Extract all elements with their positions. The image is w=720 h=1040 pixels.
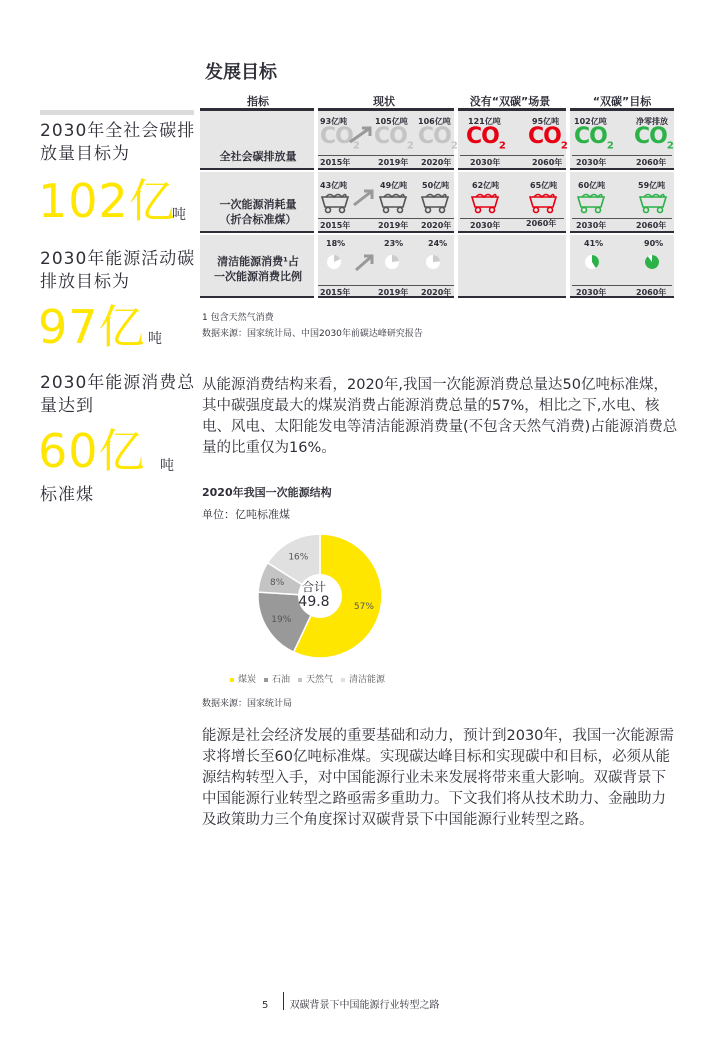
clean-value-2019: 23% <box>384 239 404 248</box>
emission-value-2060-c: 净零排放 <box>636 117 668 126</box>
emission-year-2015: 2015年 <box>320 158 351 167</box>
pie-data-label: 16% <box>288 552 309 563</box>
emission-year-2030-c: 2030年 <box>576 158 607 167</box>
energy-value-2020: 50亿吨 <box>422 181 450 190</box>
legend-swatch <box>264 678 268 682</box>
legend-swatch <box>230 678 234 682</box>
energy-year-2060-noc: 2060年 <box>526 219 557 228</box>
co2-icon-2060-noc: $CO_2$ <box>528 124 567 152</box>
energy-value-2060-noc: 65亿吨 <box>530 181 558 190</box>
page-number: 5 <box>262 1000 269 1011</box>
emission-year-2020: 2020年 <box>421 158 452 167</box>
energy-year-2030-noc: 2030年 <box>470 221 501 230</box>
legend-item <box>298 675 333 685</box>
legend-label: 石油 <box>272 675 291 685</box>
pie-data-label: 57% <box>353 601 374 612</box>
emission-year-2019: 2019年 <box>378 158 409 167</box>
share-pie-slice <box>392 255 399 262</box>
emission-year-2060-c: 2060年 <box>636 158 667 167</box>
footer <box>262 996 440 1011</box>
header-indicator: 指标 <box>247 95 269 108</box>
stat-value-emission: 102亿 <box>38 174 176 228</box>
share-pie-slice <box>433 255 440 262</box>
legend-swatch <box>298 678 302 682</box>
energy-year-2019: 2019年 <box>378 221 409 230</box>
row-label-clean-line2: 一次能源消费比例 <box>214 270 302 283</box>
share-pie-slice <box>645 255 659 269</box>
row-label-energy-line2: （折合标准煤） <box>219 213 297 226</box>
clean-year-2019: 2019年 <box>378 288 409 297</box>
row-label-clean-line1: 清洁能源消费¹占 <box>217 255 299 268</box>
header-carbon: “双碳”目标 <box>592 95 652 108</box>
emission-value-2020: 106亿吨 <box>418 117 451 126</box>
emission-value-2015: 93亿吨 <box>320 117 348 126</box>
chart-source: 数据来源：国家统计局 <box>202 699 293 709</box>
emission-value-2019: 105亿吨 <box>375 117 408 126</box>
table-source: 数据来源：国家统计局、中国2030年前碳达峰研究报告 <box>202 329 423 339</box>
energy-value-2060-c: 59亿吨 <box>638 181 666 190</box>
chart-legend <box>230 672 393 685</box>
clean-value-2030-c: 41% <box>584 239 604 248</box>
paragraph-energy-structure: 从能源消费结构来看，2020年,我国一次能源消费总量达50亿吨标准煤，其中碳强度最大的煤炭消费占能源消费总量的57%，相比之下,水电、核电、风电、太阳能发电等清洁能源消费量(不包含天然气消费)占能源消费总量的比重仅为16%。 <box>202 377 678 456</box>
chart-unit: 单位：亿吨标准煤 <box>202 508 290 521</box>
legend-label: 天然气 <box>306 675 334 685</box>
clean-year-2020: 2020年 <box>421 288 452 297</box>
row-label-energy-line1: 一次能源消耗量 <box>219 198 297 211</box>
stat-unit-energy-consumption: 吨 <box>160 458 174 474</box>
emission-value-2060-noc: 95亿吨 <box>532 117 560 126</box>
co2-icon-2015: $CO_2$ <box>320 124 359 152</box>
header-no-carbon: 没有“双碳”场景 <box>469 95 551 108</box>
clean-value-2020: 24% <box>428 239 448 248</box>
energy-value-2030-c: 60亿吨 <box>578 181 606 190</box>
stat-value-energy-consumption: 60亿 <box>38 424 146 478</box>
row-label-emission: 全社会碳排放量 <box>219 150 297 163</box>
emission-year-2060-noc: 2060年 <box>532 158 563 167</box>
emission-year-2030-noc: 2030年 <box>470 158 501 167</box>
legend-label: 清洁能源 <box>349 675 386 685</box>
energy-year-2020: 2020年 <box>421 221 452 230</box>
legend-item <box>341 675 385 685</box>
clean-year-2015: 2015年 <box>320 288 351 297</box>
legend-item <box>230 675 256 685</box>
stat-label-energy-consumption: 2030年能源消费总量达到 <box>40 373 196 416</box>
legend-label: 煤炭 <box>238 675 257 685</box>
pie-data-label: 8% <box>270 578 285 589</box>
emission-value-2030-noc: 121亿吨 <box>468 117 501 126</box>
energy-year-2060-c: 2060年 <box>636 221 667 230</box>
stat-label-emission: 2030年全社会碳排放量目标为 <box>40 121 196 164</box>
stat-value-energy-emission: 97亿 <box>38 300 146 354</box>
stat-unit-emission: 吨 <box>172 207 186 223</box>
trend-arrow-icon-3 <box>356 256 372 270</box>
co2-icon-2030-c: $CO_2$ <box>574 124 613 152</box>
legend-swatch <box>341 678 345 682</box>
axis-line-current-3 <box>318 285 454 286</box>
chart-title: 2020年我国一次能源结构 <box>202 486 332 499</box>
energy-value-2019: 49亿吨 <box>380 181 408 190</box>
table-footnote: 1 包含天然气消费 <box>202 313 274 323</box>
emission-value-2030-c: 102亿吨 <box>574 117 607 126</box>
footer-title: 双碳背景下中国能源行业转型之路 <box>289 1000 440 1011</box>
co2-icon-2020: $CO_2$ <box>418 124 457 152</box>
table-title: 发展目标 <box>205 62 277 83</box>
axis-line-c-3 <box>572 285 672 286</box>
paragraph-transition: 能源是社会经济发展的重要基础和动力，预计到2030年，我国一次能源需求将增长至60亿吨标准煤。实现碳达峰目标和实现碳中和目标，必须从能源结构转型入手，对中国能源行业未来发展将带来重大影响。双碳背景下中国能源行业转型之路亟需多重助力。下文我们将从技术助力、金融助力及政策助力三个角度探讨双碳背景下中国能源行业转型之路。 <box>202 728 674 828</box>
clean-year-2030-c: 2030年 <box>576 288 607 297</box>
clean-year-2060-c: 2060年 <box>636 288 667 297</box>
clean-share-pies <box>0 0 720 300</box>
energy-year-2030-c: 2030年 <box>576 221 607 230</box>
energy-value-2015: 43亿吨 <box>320 181 348 190</box>
stat-unit-energy-emission: 吨 <box>148 331 162 347</box>
pie-data-label: 19% <box>271 614 292 625</box>
header-current: 现状 <box>373 95 395 108</box>
co2-icon-2060-c: $CO_2$ <box>634 124 673 152</box>
energy-year-2015: 2015年 <box>320 221 351 230</box>
clean-value-2015: 18% <box>326 239 346 248</box>
co2-icon-2030-noc: $CO_2$ <box>466 124 505 152</box>
pie-center-value: 49.8 <box>298 594 330 610</box>
clean-value-2060-c: 90% <box>644 239 664 248</box>
legend-item <box>264 675 290 685</box>
footer-divider <box>283 992 284 1010</box>
pie-center-label: 合计 <box>301 580 326 594</box>
energy-value-2030-noc: 62亿吨 <box>472 181 500 190</box>
co2-icon-2019: $CO_2$ <box>374 124 413 152</box>
stat-label-energy-emission: 2030年能源活动碳排放目标为 <box>40 249 196 292</box>
stat-suffix-energy-consumption: 标准煤 <box>40 485 94 505</box>
